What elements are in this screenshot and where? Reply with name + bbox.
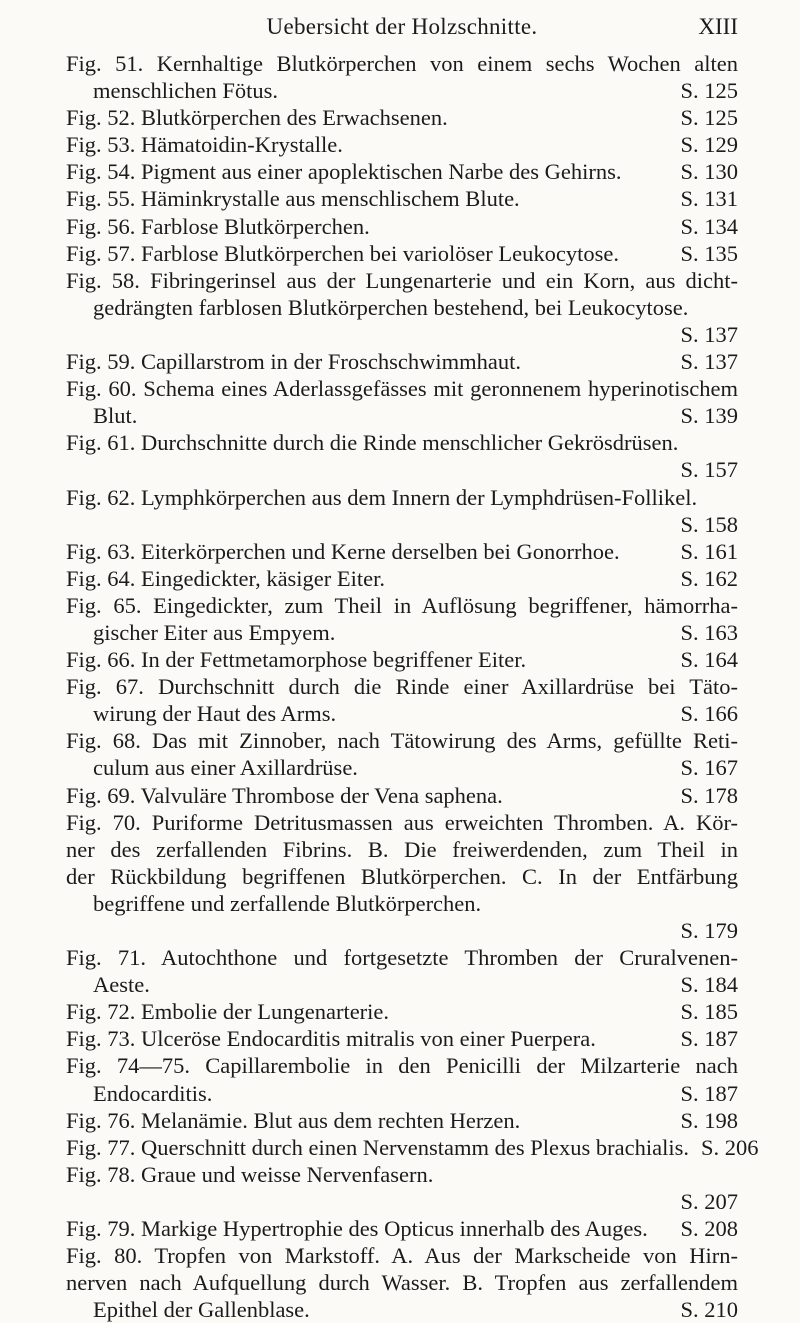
figure-entry-text: Fig. 60. Schema eines Aderlassgefässes mit geronnenem hyperinotischem <box>66 376 738 402</box>
figure-entry-line <box>66 565 738 592</box>
page-reference: S. 167 <box>680 755 738 781</box>
figure-entry-text: Fig. 76. Melanämie. Blut aus dem rechten Herzen. <box>66 1107 521 1133</box>
figure-entry-text: Fig. 63. Eiterkörperchen und Kerne derselben bei Gonorrhoe. <box>66 538 620 564</box>
figure-entry <box>66 50 738 104</box>
figure-entry-line <box>66 104 738 131</box>
figure-entry <box>66 782 738 809</box>
figure-entry-text: Fig. 58. Fibringerinsel aus der Lungenarterie und ein Korn, aus dicht- <box>66 267 738 293</box>
figure-entry-line <box>66 429 738 456</box>
figure-entry-text: Fig. 56. Farblose Blutkörperchen. <box>66 213 370 239</box>
page-reference: S. 125 <box>680 78 738 104</box>
page-reference: S. 158 <box>680 511 738 537</box>
figure-entry-text: Fig. 79. Markige Hypertrophie des Opticus innerhalb des Auges. <box>66 1216 648 1242</box>
figure-entry <box>66 565 738 592</box>
figure-entry-text: Fig. 52. Blutkörperchen des Erwachsenen. <box>66 105 448 131</box>
figure-entry-line <box>66 890 738 917</box>
figure-entry <box>66 646 738 673</box>
figure-entry <box>66 1107 738 1134</box>
figure-entry-line <box>66 1215 738 1242</box>
page-header <box>66 14 738 46</box>
figure-entry-line <box>66 402 738 429</box>
figure-entry-text: Fig. 53. Hämatoidin-Krystalle. <box>66 132 343 158</box>
figure-entry-text: Fig. 57. Farblose Blutkörperchen bei variolöser Leukocytose. <box>66 240 619 266</box>
page-reference: S. 135 <box>680 240 738 266</box>
figure-entry-text: Fig. 68. Das mit Zinnober, nach Tätowirung des Arms, gefüllte Reti- <box>66 728 738 754</box>
figure-entry-line <box>66 185 738 212</box>
figure-entry-line <box>66 1296 738 1323</box>
figure-entry-line <box>66 158 738 185</box>
figure-entry-text: Endocarditis. <box>93 1080 213 1106</box>
page-number: XIII <box>698 14 738 39</box>
figure-entry-text: Fig. 80. Tropfen von Markstoff. A. Aus der Markscheide von Hirn- <box>66 1243 738 1269</box>
figure-entry-text: Fig. 73. Ulceröse Endocarditis mitralis von einer Puerpera. <box>66 1026 596 1052</box>
page-reference: S. 198 <box>680 1107 738 1133</box>
figure-entry-text: culum aus einer Axillardrüse. <box>93 755 358 781</box>
figure-entry <box>66 158 738 185</box>
figure-entry-text: Blut. <box>93 403 138 429</box>
figure-entry-text: menschlichen Fötus. <box>93 78 278 104</box>
figure-entry-line <box>66 754 738 781</box>
figure-entry-text: gischer Eiter aus Empyem. <box>93 619 336 645</box>
page-reference: S. 208 <box>680 1216 738 1242</box>
figure-entry-text: Fig. 64. Eingedickter, käsiger Eiter. <box>66 565 386 591</box>
figure-entry-line <box>66 348 738 375</box>
figure-entry-text: Fig. 74—75. Capillarembolie in den Penicilli der Milzarterie nach <box>66 1053 738 1079</box>
figure-entry <box>66 213 738 240</box>
page-reference: S. 179 <box>680 918 738 943</box>
figure-entry-line <box>66 1080 738 1107</box>
figure-entry-line <box>66 646 738 673</box>
figure-entry-text: Fig. 65. Eingedickter, zum Theil in Auflösung begriffener, hämorrha- <box>66 592 738 618</box>
figure-index-list <box>66 50 759 1323</box>
figure-entry-text: Fig. 59. Capillarstrom in der Froschschwimmhaut. <box>66 349 521 375</box>
figure-entry <box>66 1161 738 1215</box>
figure-entry <box>66 267 738 348</box>
figure-entry-text: Fig. 62. Lymphkörperchen aus dem Innern der Lymphdrüsen-Follikel. <box>66 484 698 510</box>
figure-entry <box>66 592 738 646</box>
figure-entry-text: ner des zerfallenden Fibrins. B. Die freiwerdenden, zum Theil in <box>66 836 738 862</box>
figure-entry-line <box>66 619 738 646</box>
figure-entry-line <box>66 77 738 104</box>
figure-entry-line <box>66 213 738 240</box>
figure-entry <box>66 348 738 375</box>
page-reference: S. 207 <box>680 1188 738 1214</box>
figure-entry <box>66 104 738 131</box>
figure-entry-text: begriffene und zerfallende Blutkörperchen. <box>93 890 482 916</box>
figure-entry <box>66 1242 738 1323</box>
figure-entry <box>66 727 738 781</box>
figure-entry <box>66 1215 738 1242</box>
figure-entry <box>66 185 738 212</box>
figure-entry <box>66 484 738 538</box>
figure-entry-line <box>66 700 738 727</box>
figure-entry-text: Fig. 51. Kernhaltige Blutkörperchen von einem sechs Wochen alten <box>66 51 738 76</box>
figure-entry-line <box>66 538 738 565</box>
figure-entry-text: gedrängten farblosen Blutkörperchen bestehend, bei Leukocytose. <box>93 294 689 320</box>
page-reference: S. 134 <box>680 213 738 239</box>
figure-entry-line <box>66 998 738 1025</box>
figure-entry-line <box>66 240 738 267</box>
figure-entry-text: Fig. 70. Puriforme Detritusmassen aus erweichten Thromben. A. Kör- <box>66 809 738 835</box>
figure-entry-line <box>66 1107 738 1134</box>
page-title: Uebersicht der Holzschnitte. <box>266 14 538 39</box>
figure-entry <box>66 809 738 944</box>
page-reference: S. 206 <box>701 1134 759 1160</box>
figure-entry-line <box>66 782 738 809</box>
figure-entry-line <box>66 971 738 998</box>
page-reference: S. 137 <box>680 349 738 375</box>
figure-entry-line <box>66 1161 738 1188</box>
figure-entry <box>66 240 738 267</box>
figure-entry <box>66 1025 738 1052</box>
figure-entry-line <box>66 131 738 158</box>
page-reference: S. 157 <box>680 457 738 483</box>
figure-entry-text: Fig. 78. Graue und weisse Nervenfasern. <box>66 1161 434 1187</box>
figure-entry-text: Fig. 54. Pigment aus einer apoplektischen Narbe des Gehirns. <box>66 159 622 185</box>
page-reference: S. 178 <box>680 782 738 808</box>
figure-entry-text: Fig. 69. Valvuläre Thrombose der Vena saphena. <box>66 782 503 808</box>
figure-entry-text: Fig. 72. Embolie der Lungenarterie. <box>66 999 390 1025</box>
figure-entry-text: Fig. 67. Durchschnitt durch die Rinde einer Axillardrüse bei Täto- <box>66 674 738 700</box>
figure-entry <box>66 538 738 565</box>
page-reference: S. 139 <box>680 403 738 429</box>
page-reference: S. 129 <box>680 132 738 158</box>
figure-entry <box>66 429 738 483</box>
page-reference: S. 187 <box>680 1026 738 1052</box>
figure-entry-text: Fig. 77. Querschnitt durch einen Nervenstamm des Plexus brachialis. <box>66 1134 689 1160</box>
page-reference: S. 210 <box>680 1297 738 1323</box>
page-reference: S. 162 <box>680 565 738 591</box>
figure-entry-text: nerven nach Aufquellung durch Wasser. B. Tropfen aus zerfallendem <box>66 1270 738 1296</box>
figure-entry <box>66 1134 759 1161</box>
page-reference: S. 131 <box>680 186 738 212</box>
page-reference: S. 130 <box>680 159 738 185</box>
figure-entry-text: Aeste. <box>93 972 150 998</box>
figure-entry-text: Fig. 61. Durchschnitte durch die Rinde menschlicher Gekrösdrüsen. <box>66 430 679 456</box>
figure-entry <box>66 375 738 429</box>
page-reference: S. 187 <box>680 1080 738 1106</box>
figure-entry-text: Fig. 71. Autochthone und fortgesetzte Thromben der Cruralvenen- <box>66 945 738 971</box>
page-reference: S. 125 <box>680 105 738 131</box>
page-reference: S. 164 <box>680 647 738 673</box>
figure-entry <box>66 673 738 727</box>
figure-entry-text: der Rückbildung begriffenen Blutkörperchen. C. In der Entfärbung <box>66 863 738 889</box>
page-reference: S. 161 <box>680 538 738 564</box>
figure-entry-line <box>66 1025 738 1052</box>
figure-entry-line <box>66 1134 759 1161</box>
figure-entry <box>66 131 738 158</box>
figure-entry-text: wirung der Haut des Arms. <box>93 701 337 727</box>
figure-entry-line <box>66 484 738 511</box>
page-reference: S. 166 <box>680 701 738 727</box>
figure-entry-text: Fig. 66. In der Fettmetamorphose begriffener Eiter. <box>66 647 527 673</box>
figure-entry <box>66 998 738 1025</box>
page-reference: S. 185 <box>680 999 738 1025</box>
figure-entry <box>66 1052 738 1106</box>
figure-entry-line <box>66 294 738 321</box>
figure-entry <box>66 944 738 998</box>
figure-entry-text: Epithel der Gallenblase. <box>93 1297 310 1323</box>
page-reference: S. 163 <box>680 619 738 645</box>
page-reference: S. 137 <box>680 321 738 347</box>
page-reference: S. 184 <box>680 972 738 998</box>
figure-entry-text: Fig. 55. Häminkrystalle aus menschlischem Blute. <box>66 186 520 212</box>
